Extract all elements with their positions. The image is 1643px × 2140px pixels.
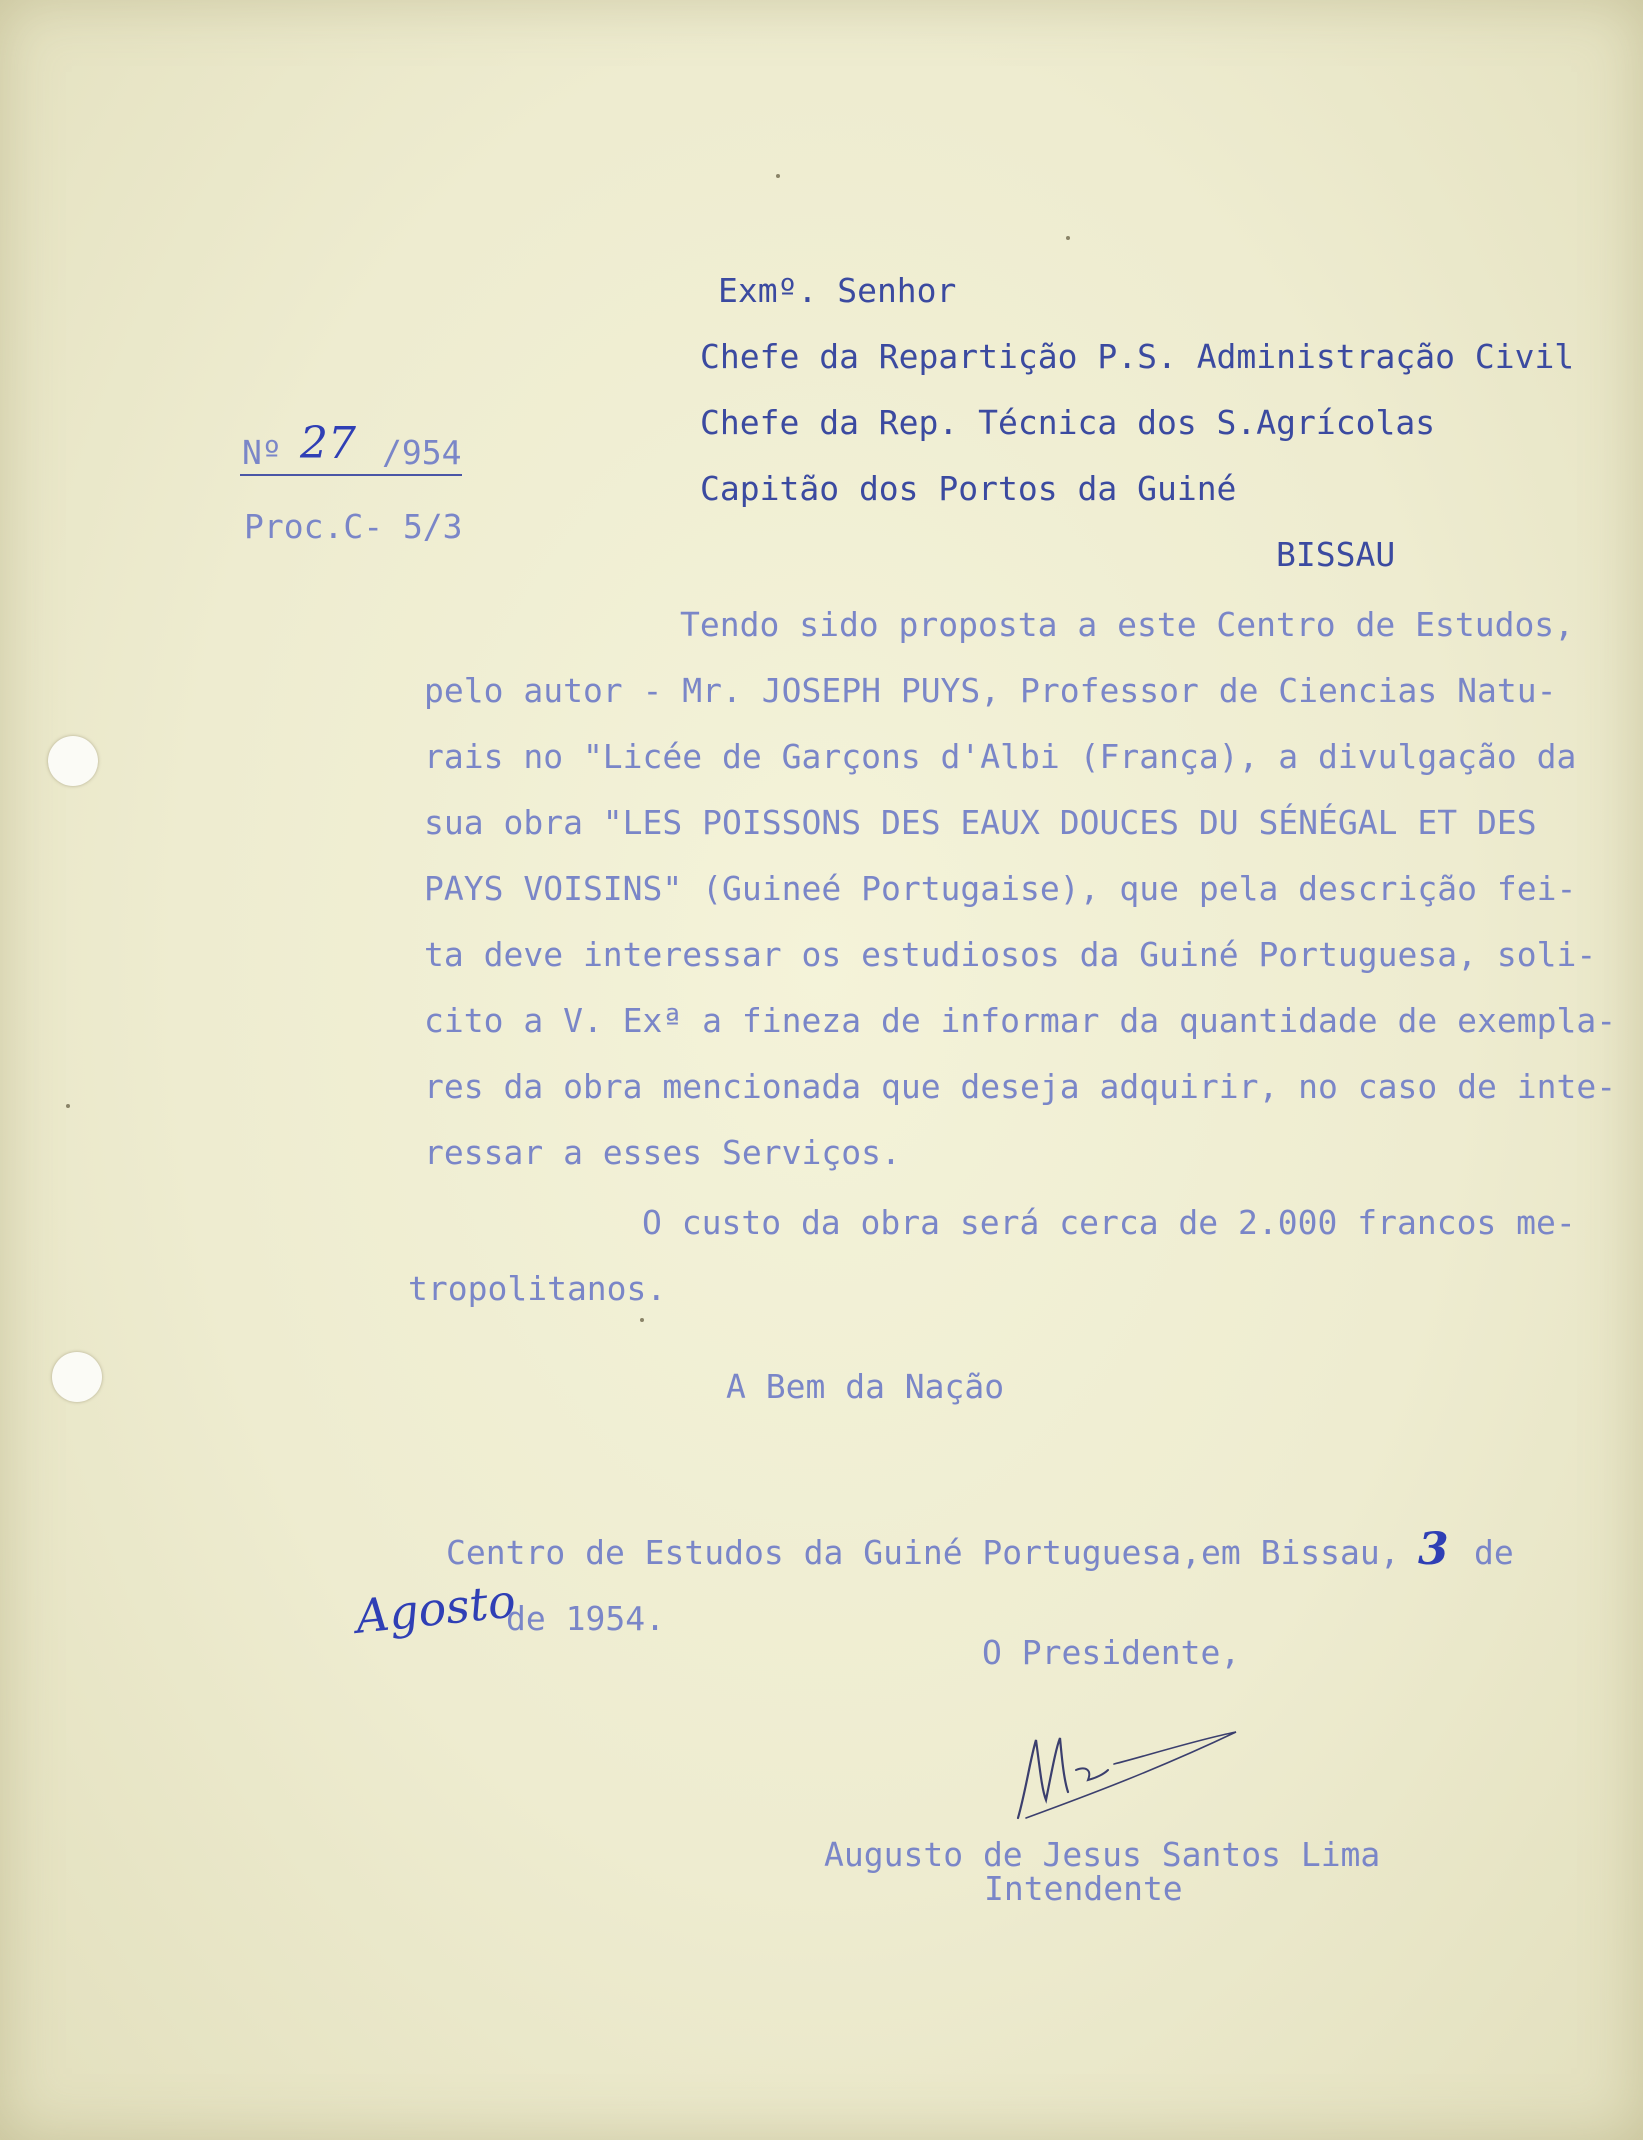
signatory-title: Intendente	[984, 1869, 1183, 1908]
body-line-2: pelo autor - Mr. JOSEPH PUYS, Professor de Ciencias Natu-	[424, 671, 1557, 710]
closing-formula: A Bem da Nação	[726, 1367, 1005, 1406]
dateline-de: de	[1474, 1533, 1514, 1572]
dateline-year: de 1954.	[506, 1599, 665, 1638]
dateline-place: Centro de Estudos da Guiné Portuguesa,em Bissau,	[446, 1533, 1400, 1572]
body-line-1: Tendo sido proposta a este Centro de Estudos,	[680, 605, 1575, 644]
punch-hole-lower	[52, 1352, 102, 1402]
punch-hole-upper	[48, 736, 98, 786]
body-cost-line-1: O custo da obra será cerca de 2.000 francos me-	[642, 1203, 1576, 1242]
process-reference: Proc.C- 5/3	[244, 507, 463, 546]
body-line-9: ressar a esses Serviços.	[424, 1133, 901, 1172]
body-line-5: PAYS VOISINS" (Guineé Portugaise), que pela descrição fei-	[424, 869, 1577, 908]
body-line-4: sua obra "LES POISSONS DES EAUX DOUCES DU SÉNÉGAL ET DES	[424, 803, 1537, 842]
body-line-7: cito a V. Exª a fineza de informar da quantidade de exempla-	[424, 1001, 1617, 1040]
reference-number	[240, 418, 462, 476]
recipient-line-3: Capitão dos Portos da Guiné	[700, 469, 1237, 508]
dateline-month-handwritten: Agosto	[353, 1573, 519, 1644]
body-cost-line-2: tropolitanos.	[408, 1269, 667, 1308]
salutation: Exmº. Senhor	[718, 271, 957, 310]
reference-number-handwritten: 27	[300, 418, 356, 469]
recipient-city: BISSAU	[1276, 535, 1396, 574]
paper-speck	[640, 1318, 644, 1322]
recipient-line-1: Chefe da Repartição P.S. Administração Civil	[700, 337, 1575, 376]
paper-speck	[66, 1104, 70, 1108]
paper-speck	[776, 174, 780, 178]
signatory-name: Augusto de Jesus Santos Lima	[824, 1835, 1381, 1874]
signature-flourish	[996, 1700, 1256, 1840]
body-line-6: ta deve interessar os estudiosos da Guiné Portuguesa, soli-	[424, 935, 1597, 974]
handwritten-signature	[996, 1700, 1256, 1840]
reference-number-year: /954	[382, 433, 462, 472]
reference-number-prefix: Nº	[242, 433, 282, 472]
paper-speck	[1066, 236, 1070, 240]
dateline-day-handwritten: 3	[1418, 1524, 1449, 1575]
body-line-3: rais no "Licée de Garçons d'Albi (França), a divulgação da	[424, 737, 1577, 776]
signature-role: O Presidente,	[982, 1633, 1241, 1672]
body-line-8: res da obra mencionada que deseja adquirir, no caso de inte-	[424, 1067, 1617, 1106]
recipient-line-2: Chefe da Rep. Técnica dos S.Agrícolas	[700, 403, 1436, 442]
